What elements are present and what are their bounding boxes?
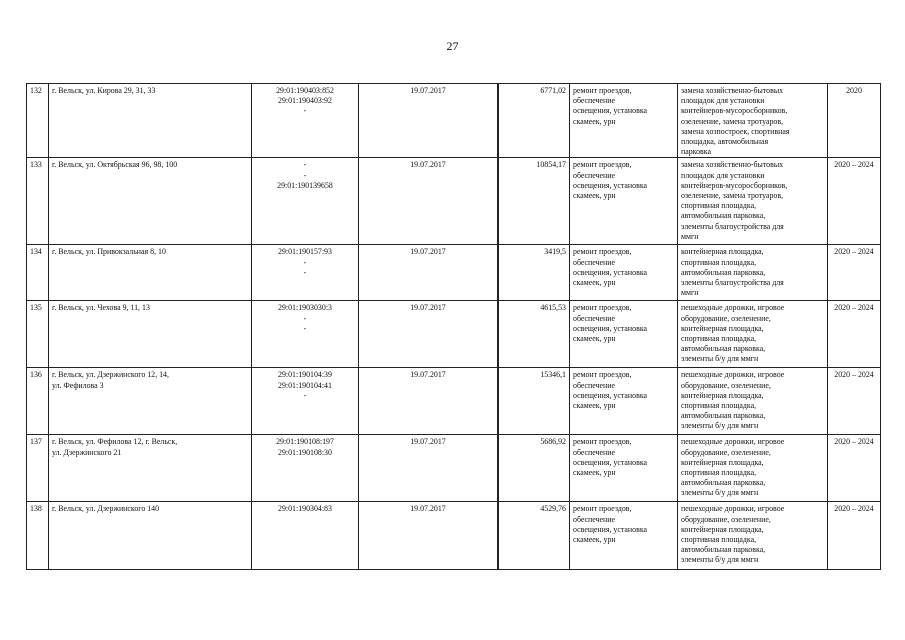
additional-works-cell-line: спортивная площадка,	[681, 334, 757, 344]
area-cell: 3419,5	[499, 245, 570, 301]
additional-works-cell-line: контейнеров-мусоросборников,	[681, 180, 788, 190]
additional-works-cell-line: площадок для установки	[681, 170, 765, 180]
registry-table	[26, 83, 881, 570]
period-cell: 2020 – 2024	[828, 245, 881, 301]
address-cell-line: ул. Фефилова 3	[52, 380, 104, 390]
additional-works-cell-line: ммгн	[681, 231, 699, 241]
minimum-works-cell	[570, 84, 678, 158]
minimum-works-cell-line: ремонт проездов,	[573, 160, 632, 170]
row-number: 132	[27, 84, 49, 158]
minimum-works-cell	[570, 158, 678, 245]
address-cell-line: г. Вельск, ул. Чехова 9, 11, 13	[52, 303, 150, 313]
minimum-works-cell-line: ремонт проездов,	[573, 504, 632, 514]
cadastral-cell-line: -	[303, 313, 307, 323]
additional-works-cell-line: парковка	[681, 147, 711, 157]
minimum-works-cell-line: скамеек, урн	[573, 191, 616, 201]
minimum-works-cell	[570, 368, 678, 435]
table-row	[27, 301, 881, 368]
minimum-works-cell-line: обеспечение	[573, 447, 616, 457]
additional-works-cell-line: автомобильная парковка,	[681, 545, 766, 555]
cadastral-cell	[252, 84, 359, 158]
additional-works-cell-line: спортивная площадка,	[681, 257, 757, 267]
cadastral-cell-line: 29:01:190108:30	[278, 447, 332, 457]
address-cell-line: г. Вельск, ул. Октябрьская 96, 98, 100	[52, 160, 178, 170]
minimum-works-cell-line: скамеек, урн	[573, 401, 616, 411]
row-number: 135	[27, 301, 49, 368]
additional-works-cell-line: контейнерная площадка,	[681, 524, 764, 534]
date-cell: 19.07.2017	[359, 301, 498, 368]
cadastral-cell-line: 29:01:190139658	[277, 180, 333, 190]
table-row	[27, 435, 881, 502]
cadastral-cell-line: -	[303, 160, 307, 170]
minimum-works-cell-line: освещения, установка	[573, 106, 648, 116]
row-number: 136	[27, 368, 49, 435]
minimum-works-cell-line: скамеек, урн	[573, 535, 616, 545]
minimum-works-cell-line: освещения, установка	[573, 323, 648, 333]
minimum-works-cell-line: скамеек, урн	[573, 116, 616, 126]
additional-works-cell	[678, 84, 828, 158]
address-cell-line: г. Вельск, ул. Привокзальная 8, 10	[52, 247, 166, 257]
cadastral-cell	[252, 435, 359, 502]
address-cell-line: г. Вельск, ул. Фефилова 12, г. Вельск,	[52, 437, 178, 447]
date-cell: 19.07.2017	[359, 435, 498, 502]
area-cell: 4529,76	[499, 502, 570, 570]
cadastral-cell-line: -	[303, 267, 307, 277]
additional-works-cell-line: контейнерная площадка,	[681, 390, 764, 400]
additional-works-cell-line: элементы б/у для ммгн	[681, 555, 759, 565]
table-row	[27, 245, 881, 301]
minimum-works-cell-line: скамеек, урн	[573, 334, 616, 344]
cadastral-cell-line: 29:01:190108:197	[276, 437, 334, 447]
table-row	[27, 158, 881, 245]
address-cell	[49, 502, 252, 570]
additional-works-cell-line: контейнерная площадка,	[681, 323, 764, 333]
table-row	[27, 368, 881, 435]
address-cell	[49, 84, 252, 158]
page-number: 27	[446, 39, 459, 53]
additional-works-cell	[678, 502, 828, 570]
additional-works-cell-line: контейнеров-мусоросборников,	[681, 106, 788, 116]
additional-works-cell	[678, 158, 828, 245]
address-cell-line: г. Вельск, ул. Дзержинского 12, 14,	[52, 370, 169, 380]
minimum-works-cell-line: обеспечение	[573, 257, 616, 267]
additional-works-cell-line: автомобильная парковка,	[681, 211, 766, 221]
period-cell: 2020 – 2024	[828, 502, 881, 570]
date-cell: 19.07.2017	[359, 84, 498, 158]
minimum-works-cell-line: обеспечение	[573, 170, 616, 180]
minimum-works-cell-line: обеспечение	[573, 380, 616, 390]
table-row	[27, 502, 881, 570]
cadastral-cell-line: 29:01:190304:83	[278, 504, 332, 514]
additional-works-cell-line: элементы благоустройства для	[681, 221, 784, 231]
minimum-works-cell-line: ремонт проездов,	[573, 86, 632, 95]
additional-works-cell-line: оборудование, озеленение,	[681, 380, 771, 390]
additional-works-cell-line: спортивная площадка,	[681, 535, 757, 545]
minimum-works-cell-line: ремонт проездов,	[573, 247, 632, 257]
cadastral-cell	[252, 301, 359, 368]
minimum-works-cell-line: освещения, установка	[573, 524, 648, 534]
address-cell	[49, 301, 252, 368]
additional-works-cell-line: оборудование, озеленение,	[681, 313, 771, 323]
additional-works-cell-line: элементы б/у для ммгн	[681, 354, 759, 364]
additional-works-cell-line: автомобильная парковка,	[681, 478, 766, 488]
area-cell: 15346,1	[499, 368, 570, 435]
cadastral-cell-line: -	[303, 170, 307, 180]
minimum-works-cell	[570, 435, 678, 502]
address-cell-line: ул. Дзержинского 21	[52, 447, 122, 457]
additional-works-cell-line: площадка, автомобильная	[681, 137, 769, 147]
date-cell: 19.07.2017	[359, 158, 498, 245]
period-cell: 2020 – 2024	[828, 158, 881, 245]
address-cell	[49, 245, 252, 301]
date-cell: 19.07.2017	[359, 368, 498, 435]
additional-works-cell-line: спортивная площадка,	[681, 401, 757, 411]
area-cell: 5686,92	[499, 435, 570, 502]
additional-works-cell-line: озеленение, замена тротуаров,	[681, 191, 784, 201]
additional-works-cell-line: пешеходные дорожки, игровое	[681, 437, 785, 447]
address-cell	[49, 368, 252, 435]
row-number: 138	[27, 502, 49, 570]
additional-works-cell-line: автомобильная парковка,	[681, 411, 766, 421]
additional-works-cell-line: замена хозяйственно-бытовых	[681, 160, 784, 170]
cadastral-cell	[252, 158, 359, 245]
cadastral-cell-line: -	[303, 323, 307, 333]
additional-works-cell-line: контейнерная площадка,	[681, 247, 764, 257]
additional-works-cell	[678, 245, 828, 301]
minimum-works-cell	[570, 245, 678, 301]
minimum-works-cell-line: ремонт проездов,	[573, 370, 632, 380]
area-cell: 4615,53	[499, 301, 570, 368]
additional-works-cell-line: пешеходные дорожки, игровое	[681, 504, 785, 514]
cadastral-cell	[252, 368, 359, 435]
minimum-works-cell-line: ремонт проездов,	[573, 437, 632, 447]
additional-works-cell-line: площадок для установки	[681, 96, 765, 106]
area-cell: 10854,17	[499, 158, 570, 245]
cadastral-cell-line: 29:01:190403:92	[278, 96, 332, 106]
additional-works-cell	[678, 435, 828, 502]
period-cell: 2020 – 2024	[828, 435, 881, 502]
date-cell: 19.07.2017	[359, 502, 498, 570]
row-number: 133	[27, 158, 49, 245]
minimum-works-cell-line: скамеек, урн	[573, 278, 616, 288]
cadastral-cell	[252, 502, 359, 570]
address-cell	[49, 158, 252, 245]
additional-works-cell-line: элементы благоустройства для	[681, 278, 784, 288]
address-cell-line: г. Вельск, ул. Кирова 29, 31, 33	[52, 86, 156, 95]
minimum-works-cell-line: освещения, установка	[573, 267, 648, 277]
minimum-works-cell	[570, 301, 678, 368]
table-row	[27, 84, 881, 158]
additional-works-cell-line: автомобильная парковка,	[681, 267, 766, 277]
additional-works-cell-line: замена хозпостроек, спортивная	[681, 126, 790, 136]
date-cell: 19.07.2017	[359, 245, 498, 301]
minimum-works-cell-line: обеспечение	[573, 96, 616, 106]
cadastral-cell-line: 29:01:190104:41	[278, 380, 332, 390]
period-cell: 2020 – 2024	[828, 301, 881, 368]
additional-works-cell-line: замена хозяйственно-бытовых	[681, 86, 784, 95]
additional-works-cell-line: озеленение, замена тротуаров,	[681, 116, 784, 126]
minimum-works-cell-line: освещения, установка	[573, 457, 648, 467]
row-number: 137	[27, 435, 49, 502]
minimum-works-cell-line: ремонт проездов,	[573, 303, 632, 313]
additional-works-cell-line: автомобильная парковка,	[681, 344, 766, 354]
cadastral-cell-line: 29:01:1903030:3	[278, 303, 332, 313]
cadastral-cell	[252, 245, 359, 301]
cadastral-cell-line: 29:01:190104:39	[278, 370, 332, 380]
minimum-works-cell	[570, 502, 678, 570]
additional-works-cell-line: спортивная площадка,	[681, 468, 757, 478]
additional-works-cell-line: ммгн	[681, 288, 699, 298]
cadastral-cell-line: 29:01:190157:93	[278, 247, 332, 257]
area-cell: 6771,02	[499, 84, 570, 158]
additional-works-cell-line: спортивная площадка,	[681, 201, 757, 211]
address-cell-line: г. Вельск, ул. Дзержинского 140	[52, 504, 160, 514]
cadastral-cell-line: -	[303, 390, 307, 400]
minimum-works-cell-line: обеспечение	[573, 514, 616, 524]
additional-works-cell-line: контейнерная площадка,	[681, 457, 764, 467]
minimum-works-cell-line: обеспечение	[573, 313, 616, 323]
minimum-works-cell-line: скамеек, урн	[573, 468, 616, 478]
table-body	[27, 84, 881, 570]
additional-works-cell-line: пешеходные дорожки, игровое	[681, 303, 785, 313]
additional-works-cell-line: пешеходные дорожки, игровое	[681, 370, 785, 380]
period-cell: 2020	[828, 84, 881, 158]
row-number: 134	[27, 245, 49, 301]
additional-works-cell	[678, 301, 828, 368]
period-cell: 2020 – 2024	[828, 368, 881, 435]
minimum-works-cell-line: освещения, установка	[573, 180, 648, 190]
address-cell	[49, 435, 252, 502]
additional-works-cell-line: элементы б/у для ммгн	[681, 421, 759, 431]
additional-works-cell-line: элементы б/у для ммгн	[681, 488, 759, 498]
additional-works-cell	[678, 368, 828, 435]
cadastral-cell-line: -	[303, 106, 307, 116]
additional-works-cell-line: оборудование, озеленение,	[681, 447, 771, 457]
minimum-works-cell-line: освещения, установка	[573, 390, 648, 400]
cadastral-cell-line: -	[303, 257, 307, 267]
cadastral-cell-line: 29:01:190403:852	[276, 86, 334, 95]
additional-works-cell-line: оборудование, озеленение,	[681, 514, 771, 524]
